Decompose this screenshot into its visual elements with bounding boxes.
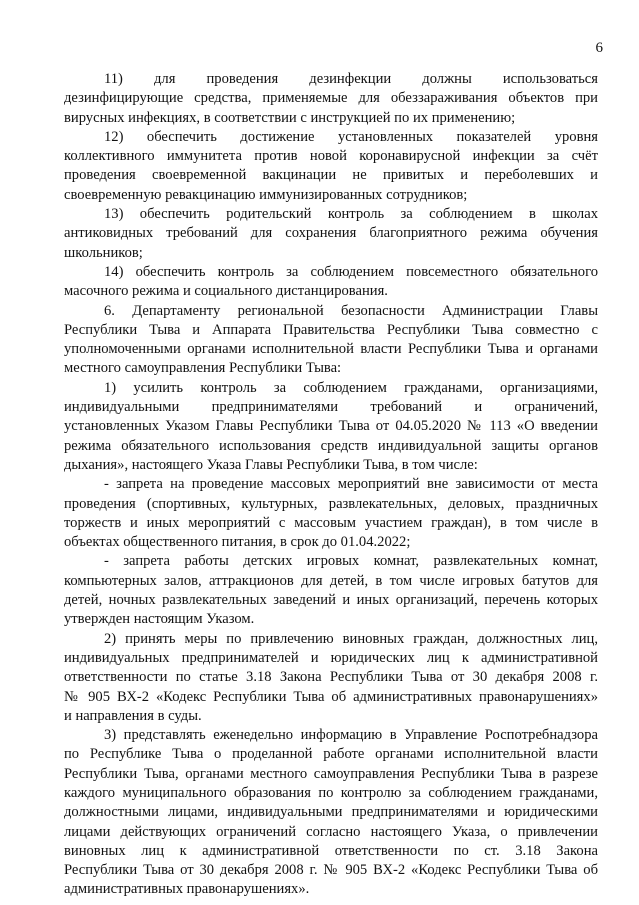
- text-line: объектах общественного питания, в срок до 01.04.2022;: [64, 534, 411, 551]
- text-line: - запрета работы детских игровых комнат, развлекательных комнат,: [104, 553, 598, 570]
- text-line: своевременную ревакцинацию иммунизированных сотрудников;: [64, 186, 468, 203]
- text-line: 1) усилить контроль за соблюдением гражданами, организациями,: [104, 379, 598, 396]
- text-line: режима обязательного использования средств индивидуальной защиты органов: [64, 437, 598, 454]
- text-line: - запрета на проведение массовых мероприятий вне зависимости от места: [104, 476, 598, 493]
- text-line: индивидуальных предпринимателей и юридических лиц к административной: [64, 649, 598, 666]
- text-line: по Республике Тыва о проделанной работе органами исполнительной власти: [64, 746, 598, 763]
- text-line: административных правонарушениях».: [64, 881, 310, 898]
- text-line: 13) обеспечить родительский контроль за соблюдением в школах: [104, 206, 598, 223]
- text-line: каждого муниципального образования по контролю за соблюдением гражданами,: [64, 784, 598, 801]
- text-line: антиковидных требований для сохранения благоприятного режима обучения: [64, 225, 598, 242]
- text-line: 12) обеспечить достижение установленных показателей уровня: [104, 128, 598, 145]
- document-body: [64, 70, 598, 900]
- text-line: 11) для проведения дезинфекции должны использоваться: [104, 71, 598, 87]
- text-line: ответственности по статье 3.18 Закона Республики Тыва от 30 декабря 2008 г.: [64, 669, 598, 686]
- text-line: 2) принять меры по привлечению виновных граждан, должностных лиц,: [104, 630, 598, 647]
- text-line: детей, ночных развлекательных заведений и иных организаций, перечень которых: [64, 592, 598, 609]
- text-line: Республики Тыва, органами местного самоуправления Республики Тыва в разрезе: [64, 765, 598, 782]
- text-line: торжеств и иных мероприятий с массовым участием граждан), в том числе в: [64, 514, 598, 531]
- text-line: проведения своевременной вакцинации не привитых и переболевших и: [64, 167, 598, 184]
- text-line: утвержден настоящим Указом.: [64, 611, 255, 628]
- text-line: проведения (спортивных, культурных, развлекательных, деловых, праздничных: [64, 495, 598, 512]
- page-number: 6: [595, 40, 603, 56]
- text-line: дезинфицирующие средства, применяемые для обеззараживания объектов при: [64, 90, 598, 107]
- text-line: 14) обеспечить контроль за соблюдением повсеместного обязательного: [104, 263, 598, 280]
- text-line: Республики Тыва от 30 декабря 2008 г. № 905 ВХ-2 «Кодекс Республики Тыва об: [64, 862, 598, 879]
- text-line: установленных Указом Главы Республики Тыва от 04.05.2020 № 113 «О введении: [64, 418, 598, 435]
- text-line: компьютерных залов, аттракционов для детей, в том числе игровых батутов для: [64, 572, 598, 589]
- text-line: коллективного иммунитета против новой коронавирусной инфекции за счёт: [64, 148, 598, 165]
- text-line: 3) представлять еженедельно информацию в Управление Роспотребнадзора: [104, 727, 598, 744]
- text-line: школьников;: [64, 244, 143, 261]
- text-line: Республики Тыва и Аппарата Правительства Республики Тыва совместно с: [64, 321, 598, 338]
- text-line: виновных лиц к административной ответственности по ст. 3.18 Закона: [64, 842, 598, 859]
- text-line: лицами действующих ограничений согласно настоящего Указа, о привлечении: [64, 823, 598, 840]
- text-line: масочного режима и социального дистанцирования.: [64, 283, 388, 300]
- text-line: индивидуальными предпринимателями требований и ограничений,: [64, 399, 598, 416]
- text-line: уполномоченными органами исполнительной власти Республики Тыва и органами: [64, 341, 598, 358]
- text-line: 6. Департаменту региональной безопасности Администрации Главы: [104, 302, 598, 319]
- text-line: местного самоуправления Республики Тыва:: [64, 360, 342, 377]
- text-line: вирусных инфекциях, в соответствии с инструкцией по их применению;: [64, 109, 516, 126]
- text-line: № 905 ВХ-2 «Кодекс Республики Тыва об административных правонарушениях»: [64, 688, 598, 705]
- text-line: должностными лицами, индивидуальными предпринимателями и юридическими: [64, 804, 598, 821]
- text-line: дыхания», настоящего Указа Главы Республики Тыва, в том числе:: [64, 456, 478, 473]
- text-line: и направления в суды.: [64, 707, 202, 724]
